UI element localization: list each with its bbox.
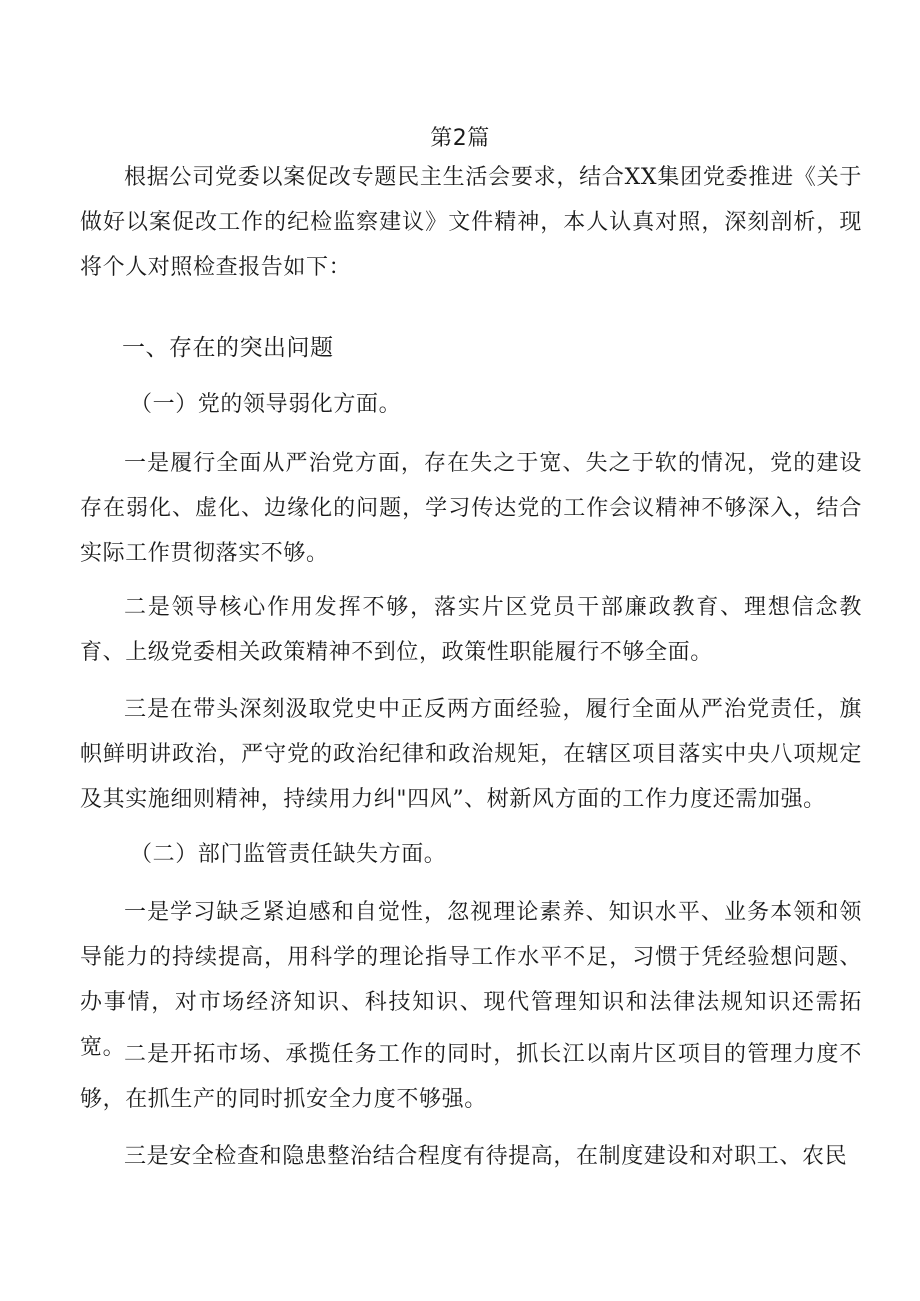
paragraph-item: 二是开拓市场、承揽任务工作的同时，抓长江以南片区项目的管理力度不够，在抓生产的同时抓安全力度不够强。 bbox=[80, 1042, 862, 1112]
paragraph-item: 一是履行全面从严治党方面，存在失之于宽、失之于软的情况，党的建设存在弱化、虚化、边缘化的问题，学习传达党的工作会议精神不够深入，结合实际工作贯彻落实不够。 bbox=[80, 451, 862, 566]
paragraph-item: 三是在带头深刻汲取党史中正反两方面经验，履行全面从严治党责任，旗帜鲜明讲政治，严守党的政治纪律和政治规矩，在辖区项目落实中央八项规定及其实施细则精神，持续用力纠"四风”、树新风方面的工作力度还需加强。 bbox=[80, 697, 862, 812]
subsection-heading: （一）党的领导弱化方面。 bbox=[130, 392, 402, 417]
paragraph-item: 三是安全检查和隐患整治结合程度有待提高，在制度建设和对职工、农民 bbox=[124, 1144, 848, 1169]
paragraph-item: 二是领导核心作用发挥不够，落实片区党员干部廉政教育、理想信念教育、上级党委相关政策精神不到位，政策性职能履行不够全面。 bbox=[80, 595, 862, 665]
intro-paragraph: 根据公司党委以案促改专题民主生活会要求，结合XX集团党委推进《关于做好以案促改工作的纪检监察建议》文件精神，本人认真对照，深刻剖析，现将个人对照检查报告如下： bbox=[80, 165, 862, 280]
document-title: 第2篇 bbox=[430, 126, 490, 151]
subsection-heading: （二）部门监管责任缺失方面。 bbox=[130, 842, 447, 867]
section-heading: 一、存在的突出问题 bbox=[122, 335, 334, 361]
paragraph-item: 一是学习缺乏紧迫感和自觉性，忽视理论素养、知识水平、业务本领和领导能力的持续提高，用科学的理论指导工作水平不足，习惯于凭经验想问题、办事情，对市场经济知识、科技知识、现代管理知识和法律法规知识还需拓宽。 bbox=[80, 900, 862, 1060]
